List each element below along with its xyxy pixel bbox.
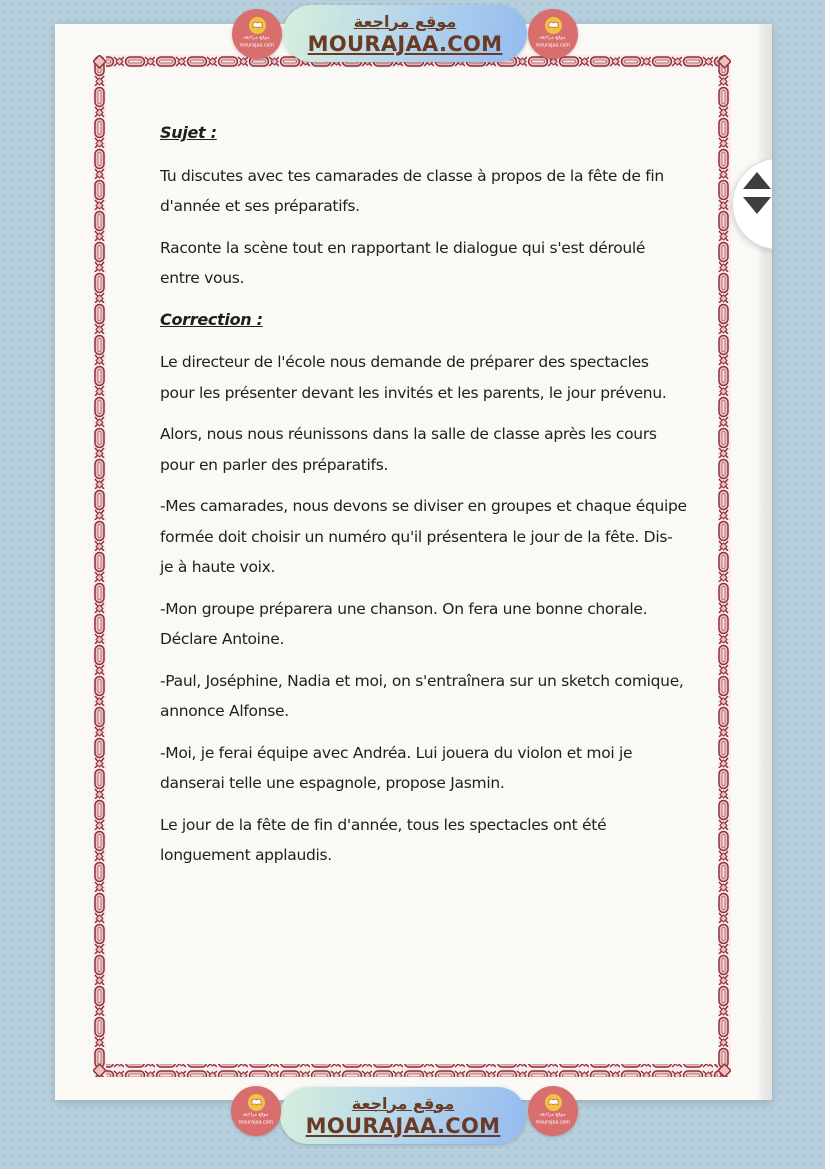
- badge-site-text: mourajaa.com: [238, 1119, 274, 1125]
- text-line: pour les présenter devant les invités et les parents, le jour prévenu.: [160, 383, 667, 402]
- paragraph: [160, 666, 720, 727]
- badge-site-text: mourajaa.com: [239, 42, 275, 48]
- book-icon: [545, 17, 562, 34]
- paragraph: [160, 810, 720, 871]
- paragraph: [160, 347, 720, 408]
- badge-site-text: mourajaa.com: [535, 42, 571, 48]
- text-line: longuement applaudis.: [160, 846, 332, 864]
- top-banner-pill: [283, 5, 527, 62]
- scroll-down-icon[interactable]: [743, 197, 771, 214]
- document-content: [160, 118, 720, 882]
- text-line: je à haute voix.: [160, 558, 276, 576]
- text-line: -Paul, Joséphine, Nadia et moi, on s'entraînera sur un sketch comique,: [160, 671, 684, 690]
- logo-badge: [528, 1086, 578, 1136]
- book-icon: [248, 1094, 265, 1111]
- logo-badge: [232, 9, 282, 59]
- text-line: Raconte la scène tout en rapportant le dialogue qui s'est déroulé: [160, 238, 646, 257]
- scroll-up-icon[interactable]: [743, 172, 771, 189]
- badge-site-text: mourajaa.com: [535, 1119, 571, 1125]
- badge-arabic-text: موقع مراجعة: [540, 1111, 566, 1117]
- text-line: -Mes camarades, nous devons se diviser en groupes et chaque équipe: [160, 497, 687, 515]
- paragraph: [160, 491, 720, 583]
- banner-site-title: MOURAJAA.COM: [307, 31, 503, 56]
- text-line: pour en parler des préparatifs.: [160, 455, 389, 474]
- text-line: Tu discutes avec tes camarades de classe à propos de la fête de fin: [160, 166, 664, 185]
- badge-arabic-text: موقع مراجعة: [540, 34, 566, 40]
- text-line: danserai telle une espagnole, propose Jasmin.: [160, 774, 505, 792]
- badge-arabic-text: موقع مراجعة: [243, 1111, 269, 1117]
- paragraph: [160, 233, 720, 294]
- correction-heading: Correction :: [160, 309, 263, 329]
- text-line: annonce Alfonse.: [160, 702, 289, 720]
- text-line: Le directeur de l'école nous demande de préparer des spectacles: [160, 353, 649, 371]
- text-line: Le jour de la fête de fin d'année, tous les spectacles ont été: [160, 815, 607, 834]
- text-line: Alors, nous nous réunissons dans la salle de classe après les cours: [160, 425, 657, 443]
- badge-arabic-text: موقع مراجعة: [244, 34, 270, 40]
- bottom-banner-pill: [280, 1087, 526, 1144]
- document-page: [55, 24, 772, 1100]
- paragraph: [160, 419, 720, 480]
- banner-arabic-title: موقع مراجعة: [351, 1093, 455, 1113]
- logo-badge: [231, 1086, 281, 1136]
- text-line: d'année et ses préparatifs.: [160, 197, 360, 215]
- text-line: entre vous.: [160, 269, 245, 287]
- paragraph: [160, 738, 720, 799]
- banner-site-title: MOURAJAA.COM: [305, 1113, 501, 1138]
- paragraph: [160, 594, 720, 655]
- book-icon: [249, 17, 266, 34]
- paragraph: [160, 161, 720, 222]
- text-line: formée doit choisir un numéro qu'il présentera le jour de la fête. Dis-: [160, 527, 673, 546]
- banner-arabic-title: موقع مراجعة: [353, 11, 457, 31]
- sujet-heading: Sujet :: [160, 123, 217, 142]
- logo-badge: [528, 9, 578, 59]
- text-line: -Moi, je ferai équipe avec Andréa. Lui jouera du violon et moi je: [160, 743, 633, 762]
- book-icon: [545, 1094, 562, 1111]
- text-line: -Mon groupe préparera une chanson. On fera une bonne chorale.: [160, 599, 648, 618]
- text-line: Déclare Antoine.: [160, 630, 285, 648]
